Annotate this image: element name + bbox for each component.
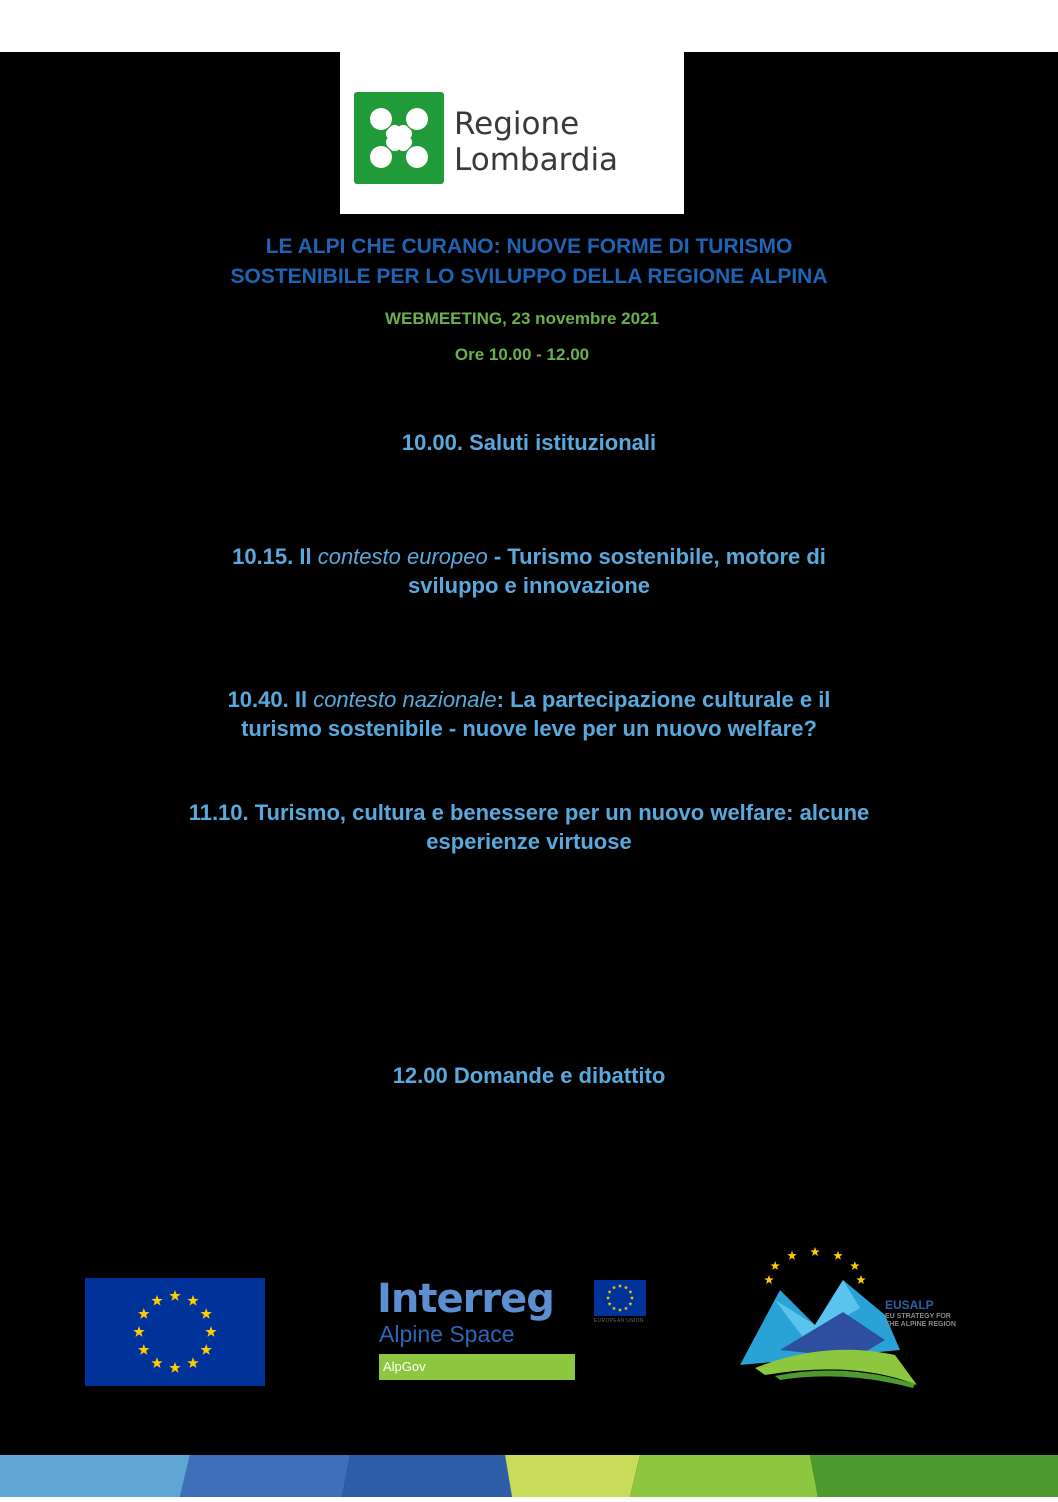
- agenda-item-2-italic: contesto europeo: [317, 544, 488, 569]
- eusalp-star: [833, 1251, 843, 1260]
- agenda-item-2-prefix: 10.15. Il: [232, 544, 318, 569]
- eu-flag-icon: [85, 1278, 265, 1386]
- agenda-item-4: [0, 798, 1058, 856]
- eu-mini-flag-icon: [594, 1280, 646, 1316]
- agenda-item-2-line-2: sviluppo e innovazione: [407, 573, 651, 598]
- eu-star: [200, 1308, 211, 1319]
- agenda-item-4-line-2: esperienze virtuose: [426, 829, 632, 854]
- agenda-item-5: [0, 1061, 1058, 1090]
- eusalp-star: [810, 1247, 820, 1256]
- eu-star: [628, 1290, 632, 1294]
- eu-star: [618, 1284, 622, 1288]
- agenda-item-3-italic: contesto nazionale: [313, 687, 497, 712]
- eu-star: [138, 1308, 149, 1319]
- eu-star: [133, 1326, 144, 1337]
- eusalp-logo: [735, 1240, 975, 1390]
- eusalp-tagline-1: EU STRATEGY FOR: [885, 1313, 951, 1320]
- eu-star: [187, 1295, 198, 1306]
- decorative-bottom-band: [0, 1455, 1058, 1497]
- agenda-item-5-text: 12.00 Domande e dibattito: [392, 1063, 666, 1088]
- eu-star: [624, 1306, 628, 1310]
- logo-wordmark: [454, 106, 618, 178]
- eu-star: [151, 1295, 162, 1306]
- interreg-wordmark: Interreg: [377, 1276, 554, 1322]
- event-date: WEBMEETING, 23 novembre 2021: [385, 309, 659, 328]
- eu-star: [200, 1344, 211, 1355]
- agenda-item-3-line-2: turismo sostenibile - nuove leve per un nuovo welfare?: [241, 716, 817, 741]
- agenda-item-2-suffix: - Turismo sostenibile, motore di: [487, 544, 826, 569]
- eusalp-star: [856, 1275, 866, 1284]
- eu-star: [138, 1344, 149, 1355]
- eu-star: [169, 1362, 180, 1373]
- alpgov-label: AlpGov: [383, 1359, 426, 1374]
- eu-star: [187, 1357, 198, 1368]
- eu-star: [612, 1285, 616, 1289]
- agenda-item-3-prefix: 10.40. Il: [227, 687, 314, 712]
- logo-line-1: Regione: [454, 106, 580, 142]
- eusalp-star: [770, 1261, 780, 1270]
- agenda-item-3-line-1: [0, 685, 1058, 714]
- eu-star: [630, 1296, 634, 1300]
- agenda-item-1: [0, 428, 1058, 457]
- eu-star: [608, 1302, 612, 1306]
- eu-star: [608, 1290, 612, 1294]
- european-union-label: EUROPEAN UNION: [594, 1318, 644, 1324]
- eusalp-star: [850, 1261, 860, 1270]
- agenda-item-3: [0, 685, 1058, 743]
- agenda-item-2: [0, 542, 1058, 600]
- eu-star: [618, 1308, 622, 1312]
- eusalp-tagline-2: THE ALPINE REGION: [885, 1321, 956, 1328]
- interreg-alpine-space-logo: [377, 1276, 652, 1386]
- eu-star: [624, 1285, 628, 1289]
- eu-star: [606, 1296, 610, 1300]
- eu-star: [612, 1306, 616, 1310]
- title-line-1: LE ALPI CHE CURANO: NUOVE FORME DI TURISMO: [265, 235, 793, 258]
- alpgov-bar: [379, 1354, 575, 1380]
- logo-line-2: Lombardia: [454, 142, 619, 178]
- agenda-item-1-text: 10.00. Saluti istituzionali: [401, 430, 657, 455]
- alpine-space-wordmark: Alpine Space: [379, 1321, 515, 1347]
- title-line-2: SOSTENIBILE PER LO SVILUPPO DELLA REGIONE ALPINA: [230, 265, 828, 288]
- eusalp-wordmark: EUSALP: [885, 1298, 934, 1312]
- eusalp-star: [787, 1251, 797, 1260]
- eusalp-star: [764, 1275, 774, 1284]
- event-title: [0, 232, 1058, 292]
- eu-star: [151, 1357, 162, 1368]
- regione-lombardia-logo: [340, 52, 684, 214]
- eusalp-tagline: [885, 1313, 956, 1329]
- agenda-item-2-line-1: [0, 542, 1058, 571]
- agenda-item-3-suffix: : La partecipazione culturale e il: [496, 687, 831, 712]
- eu-star: [169, 1290, 180, 1301]
- event-hours: Ore 10.00 - 12.00: [454, 345, 590, 364]
- eu-star: [628, 1302, 632, 1306]
- agenda-item-4-line-1: 11.10. Turismo, cultura e benessere per un nuovo welfare: alcune: [188, 800, 870, 825]
- eu-star: [205, 1326, 216, 1337]
- lombardia-rose-icon: [354, 92, 444, 184]
